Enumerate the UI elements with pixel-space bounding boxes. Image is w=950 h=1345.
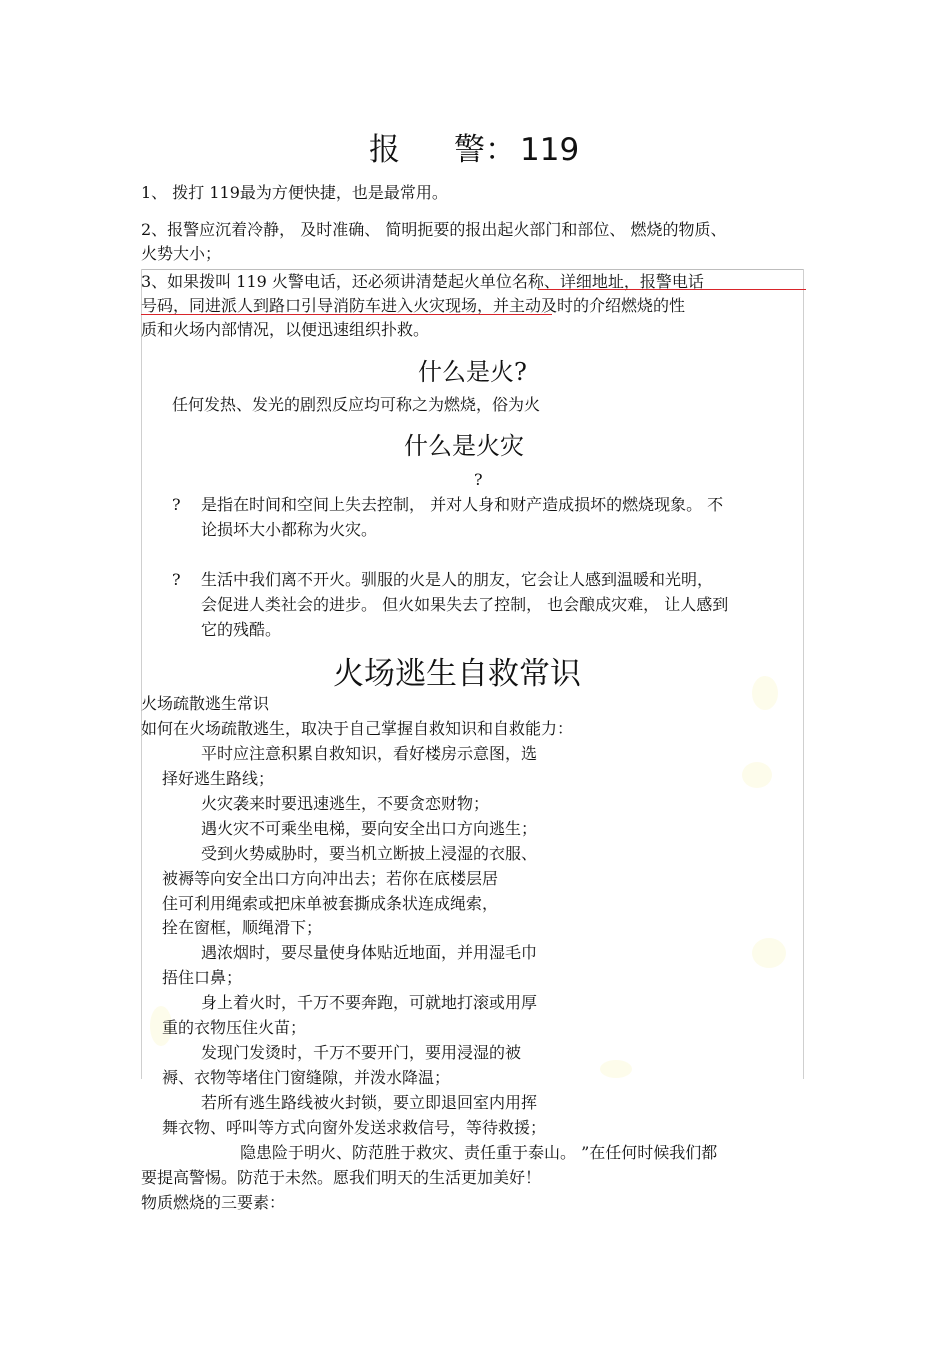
bullet-marker: ? xyxy=(172,570,181,589)
escape-line: 住可利用绳索或把床单被套撕成条状连成绳索， xyxy=(162,894,499,913)
section-heading-escape: 火场逃生自救常识 xyxy=(333,656,581,692)
alarm-item-3-line-1: 3、如果拨叫 119 火警电话，还必须讲清楚起火单位名称、详细地址，报警电话 xyxy=(141,272,704,291)
escape-line: 捂住口鼻； xyxy=(162,968,243,987)
fire-disaster-point-2-line-1: 生活中我们离不开火。驯服的火是人的朋友，它会让人感到温暖和光明， xyxy=(201,570,714,589)
escape-line: 火灾袭来时要迅速逃生，不要贪恋财物； xyxy=(201,794,490,813)
escape-line: 重的衣物压住火苗； xyxy=(162,1018,307,1037)
escape-line: 舞衣物、呼叫等方式向窗外发送求救信号，等待救援； xyxy=(162,1118,547,1137)
bullet-marker: ? xyxy=(172,495,181,514)
background-decoration xyxy=(600,1060,632,1078)
background-decoration xyxy=(742,762,772,788)
escape-line: 身上着火时，千万不要奔跑，可就地打滚或用厚 xyxy=(201,993,538,1012)
fire-definition: 任何发热、发光的剧烈反应均可称之为燃烧，俗为火 xyxy=(172,395,541,414)
frame-border-top xyxy=(141,269,803,270)
escape-line: 发现门发烫时，千万不要开门，要用浸湿的被 xyxy=(201,1043,522,1062)
page-title xyxy=(369,124,579,169)
escape-intro: 如何在火场疏散逃生，取决于自己掌握自救知识和自救能力： xyxy=(141,719,574,738)
escape-subheading: 火场疏散逃生常识 xyxy=(141,694,270,713)
title-part-2: 警： xyxy=(454,132,516,168)
escape-line: 遇火灾不可乘坐电梯，要向安全出口方向逃生； xyxy=(201,819,538,838)
three-elements-heading: 物质燃烧的三要素： xyxy=(141,1193,286,1212)
escape-line: 褥、衣物等堵住门窗缝隙，并泼水降温； xyxy=(162,1068,451,1087)
heading-question-mark: ? xyxy=(474,470,483,489)
alarm-item-1: 1、 拨打 119最为方便快捷，也是最常用。 xyxy=(141,183,448,202)
escape-line: 拴在窗框，顺绳滑下； xyxy=(162,918,323,937)
frame-border-right xyxy=(803,269,804,1079)
red-underline xyxy=(538,289,806,290)
escape-line: 平时应注意积累自救知识，看好楼房示意图，选 xyxy=(201,744,538,763)
escape-line: 择好逃生路线； xyxy=(162,769,275,788)
fire-disaster-point-1-line-2: 论损坏大小都称为火灾。 xyxy=(201,520,378,539)
title-number: 119 xyxy=(520,132,580,168)
background-decoration xyxy=(752,676,778,710)
alarm-item-2-line-2: 火势大小； xyxy=(141,244,222,263)
section-heading-what-is-fire: 什么是火? xyxy=(418,358,527,386)
fire-disaster-point-2-line-3: 它的残酷。 xyxy=(201,620,282,639)
fire-disaster-point-2-line-2: 会促进人类社会的进步。 但火如果失去了控制， 也会酿成灾难， 让人感到 xyxy=(201,595,729,614)
fire-disaster-point-1-line-1: 是指在时间和空间上失去控制， 并对人身和财产造成损坏的燃烧现象。 不 xyxy=(201,495,724,514)
closing-quote-line-1: 隐患险于明火、防范胜于救灾、责任重于泰山。 ”在任何时候我们都 xyxy=(240,1143,718,1162)
frame-border-left xyxy=(141,269,142,1079)
escape-line: 遇浓烟时，要尽量使身体贴近地面，并用湿毛巾 xyxy=(201,943,538,962)
alarm-item-3-line-3: 质和火场内部情况，以便迅速组织扑救。 xyxy=(141,320,430,339)
closing-quote-line-2: 要提高警惕。防范于未然。愿我们明天的生活更加美好！ xyxy=(141,1168,542,1187)
escape-line: 若所有逃生路线被火封锁，要立即退回室内用挥 xyxy=(201,1093,538,1112)
background-decoration xyxy=(752,938,786,968)
red-underline xyxy=(141,314,552,315)
section-heading-what-is-fire-disaster: 什么是火灾 xyxy=(404,432,524,460)
title-part-1: 报 xyxy=(369,132,400,168)
escape-line: 受到火势威胁时，要当机立断披上浸湿的衣服、 xyxy=(201,844,538,863)
escape-line: 被褥等向安全出口方向冲出去；若你在底楼层居 xyxy=(162,869,499,888)
alarm-item-3-line-2: 号码，同进派人到路口引导消防车进入火灾现场，并主动及时的介绍燃烧的性 xyxy=(141,296,686,315)
alarm-item-2-line-1: 2、报警应沉着冷静， 及时准确、 简明扼要的报出起火部门和部位、 燃烧的物质、 xyxy=(141,220,727,239)
